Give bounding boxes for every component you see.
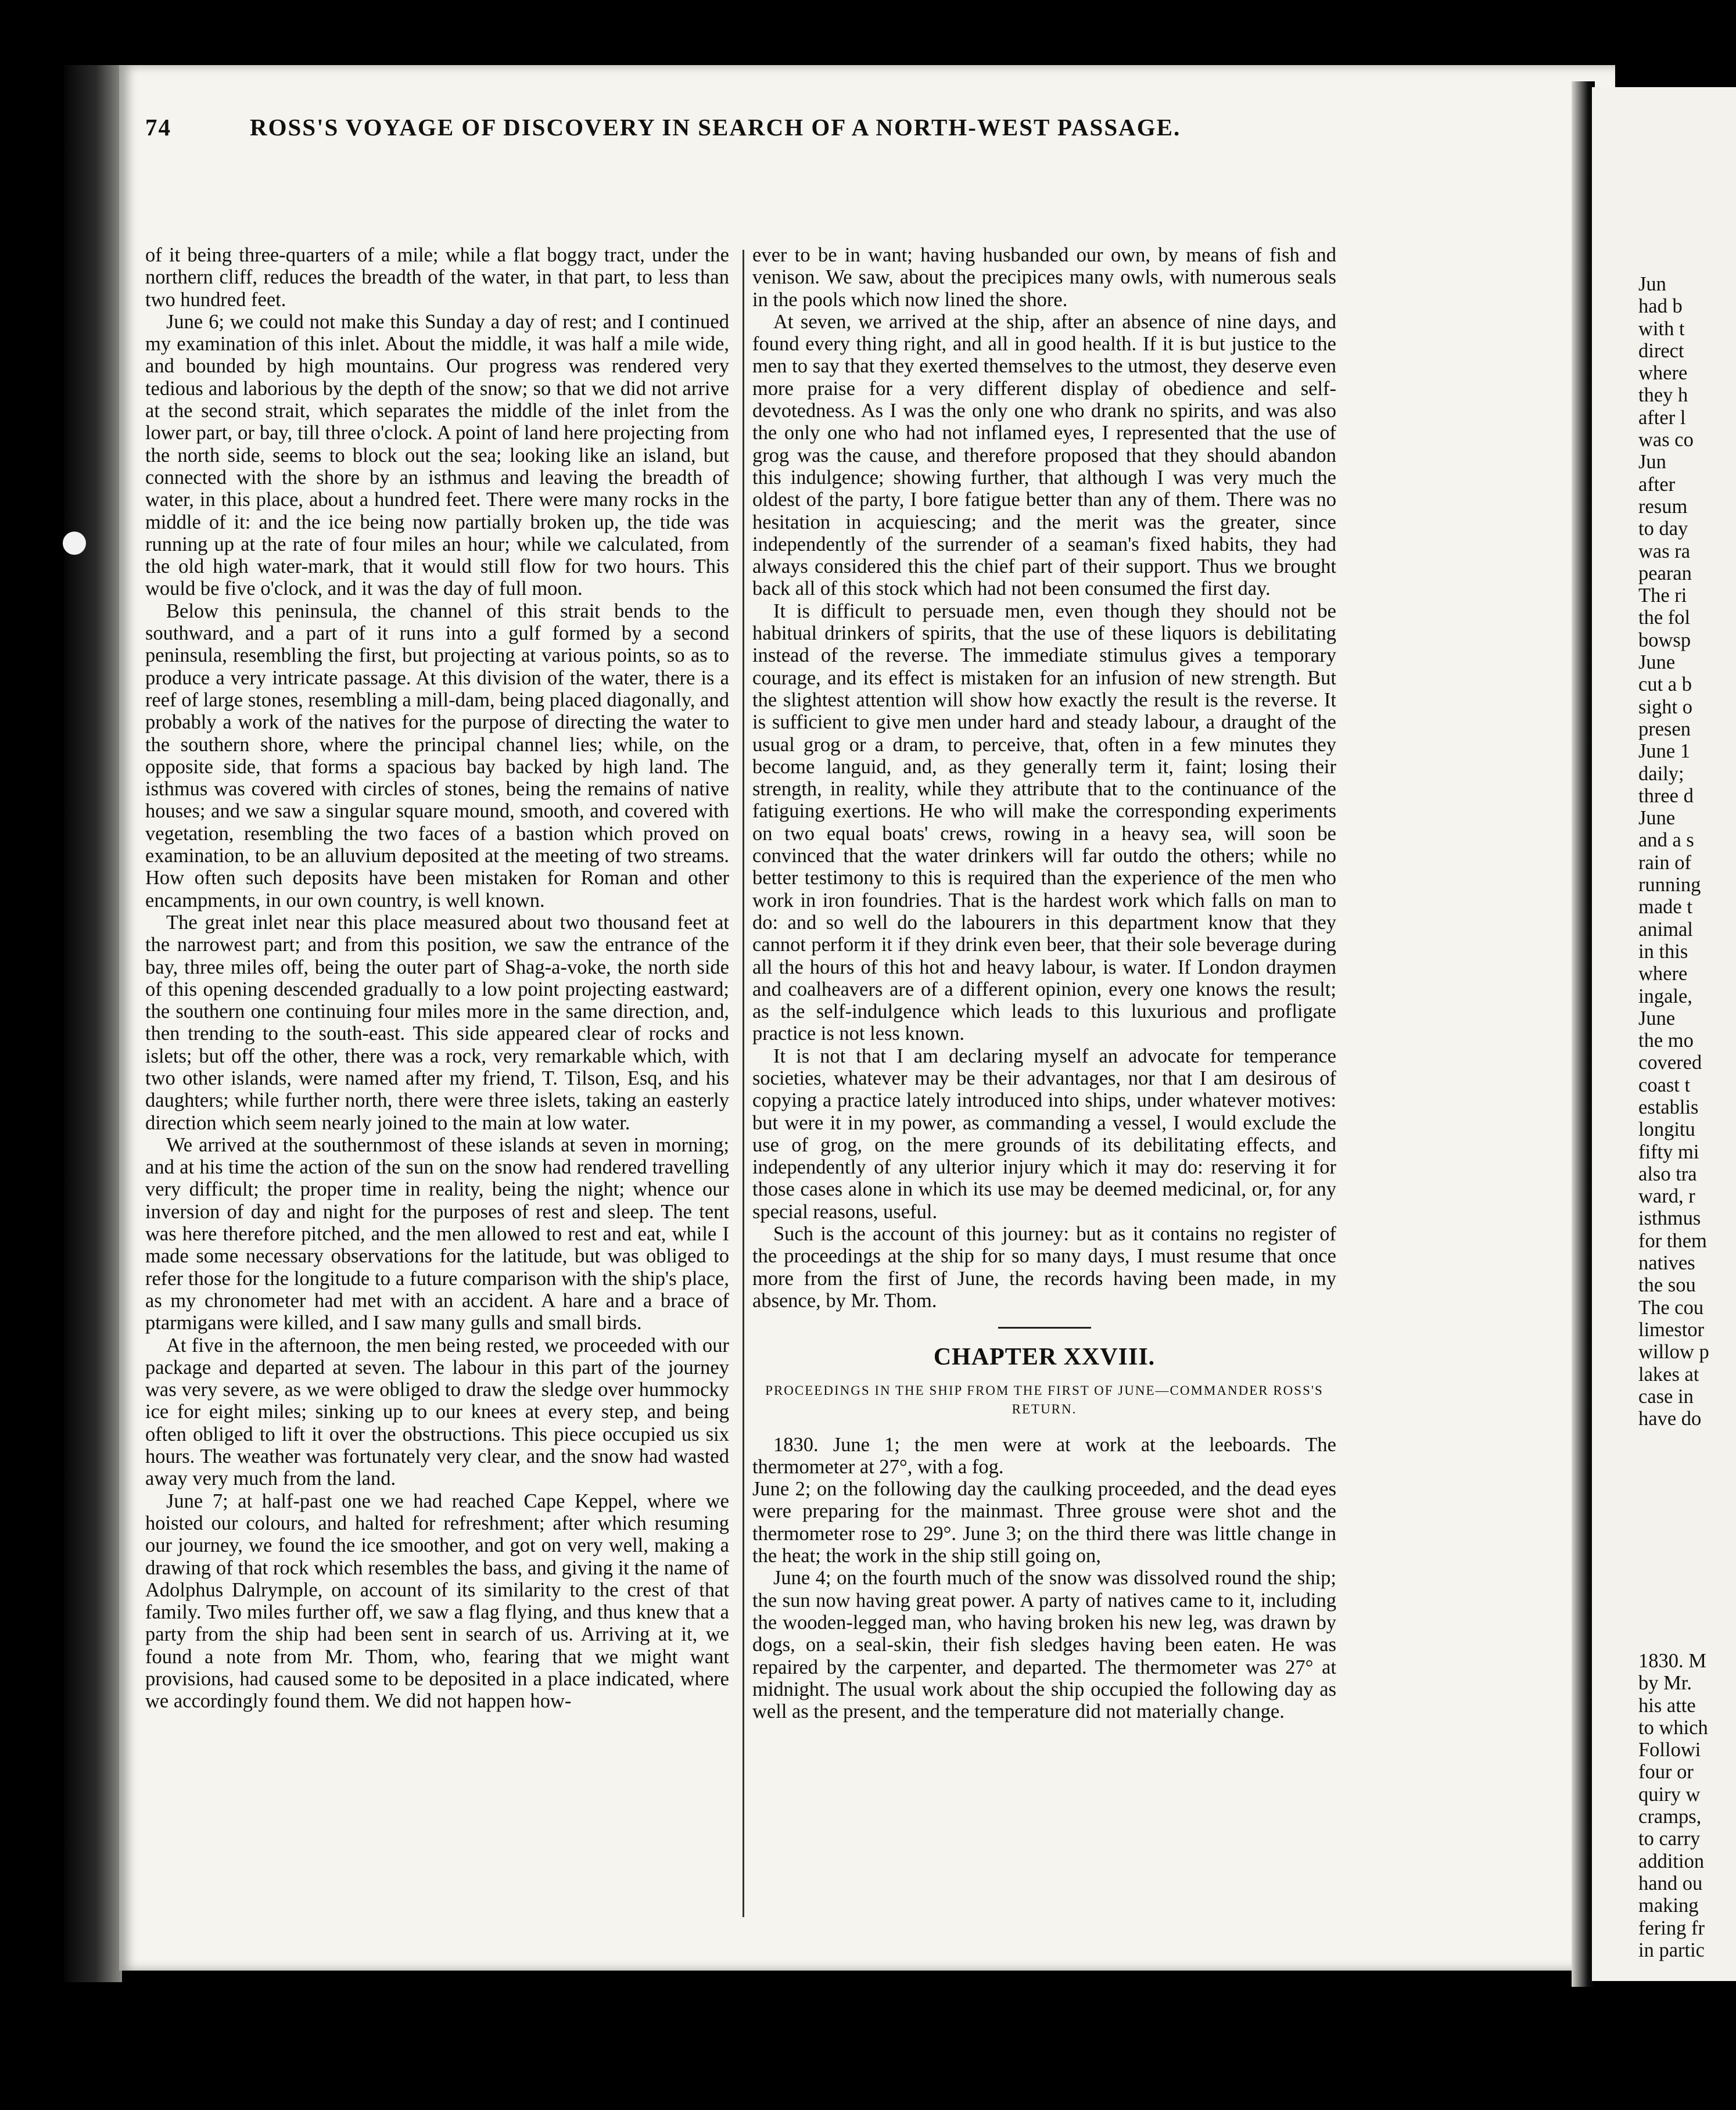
next-page-line: in this [1638,940,1688,963]
paragraph: Below this peninsula, the channel of this strait bends to the southward, and a part of it runs into a gulf formed by a second peninsula, resembling the first, but projecting at various points, so as to produce a very intricate passage. At this division of the water, there is a reef of large stones, resembling a mill-dam, being placed diagonally, and probably a work of the natives for the purpose of directing the water to the southern shore, where the principal channel lies; while, on the opposite side, that forms a spacious bay backed by high land. The isthmus was covered with circles of stones, being the remains of native houses; and we saw a singular square mound, smooth, and covered with vegetation, resembling the two faces of a bastion which proved on examination, to be an alluvium deposited at the meeting of two streams. How often such deposits have been mistaken for Roman and other encampments, in our own country, is well known. [145,600,729,912]
book-gutter [1572,81,1595,1987]
next-page-line: in partic [1638,1939,1705,1961]
next-page-line: the fol [1638,607,1691,629]
paragraph: 1830. June 1; the men were at work at the leeboards. The thermometer at 27°, with a fog. [752,1433,1336,1478]
next-page-line: by Mr. [1638,1672,1692,1695]
next-page-line: have do [1638,1408,1702,1430]
next-page-line: and a s [1638,829,1694,852]
next-page-line: fering fr [1638,1917,1705,1939]
next-page-line: addition [1638,1850,1705,1872]
next-page-line: running [1638,874,1701,896]
chapter-title: CHAPTER XXVIII. [933,1344,1156,1371]
paragraph: Such is the account of this journey: but as it contains no register of the proceedings at the ship for so many days, I must resume that once more from the first of June, the records having been made, in my absence, by Mr. Thom. [752,1223,1336,1312]
scan-speck [63,532,86,555]
next-page-line: three d [1638,784,1694,807]
paragraph: ever to be in want; having husbanded our own, by means of fish and venison. We saw, about the precipices many owls, with numerous seals in the pools which now lined the shore. [752,244,1336,311]
next-page-line: they h [1638,384,1688,407]
chapter-rule [998,1327,1091,1329]
next-page-line: June [1638,651,1676,674]
page-number: 74 [145,114,171,141]
next-page-line: with t [1638,317,1685,340]
next-page-line: to which [1638,1716,1708,1739]
paragraph: June 7; at half-past one we had reached Cape Keppel, where we hoisted our colours, and halted for refreshment; after which resuming our journey, we found the ice smoother, and got on very well, making a drawing of that rock which resembles the bass, and giving it the name of Adolphus Dalrymple, on account of its similarity to the crest of that family. Two miles further off, we saw a flag flying, and thus knew that a party from the ship had been sent in search of us. Arriving at it, we found a note from Mr. Thom, who, fearing that we might want provisions, had caused some to be deposited in a place indicated, where we accordingly found them. We did not happen how- [145,1490,729,1713]
next-page-line: bowsp [1638,629,1691,651]
next-page-line: Followi [1638,1739,1701,1761]
right-column [752,244,1336,1917]
next-page-line: June [1638,1007,1676,1029]
next-page-line: June 1 [1638,740,1691,763]
paragraph: At five in the afternoon, the men being rested, we proceeded with our package and departed at seven. The labour in this part of the journey was very severe, as we were obliged to draw the sledge over hummocky ice for eight miles; sinking up to our knees at every step, and being often obliged to lift it over the obstructions. This piece occupied us six hours. The weather was fortunately very clear, and the snow had wasted away very much from the land. [145,1334,729,1490]
chapter-summary: PROCEEDINGS IN THE SHIP FROM THE FIRST OF JUNE—COMMANDER ROSS'S RETURN. [765,1383,1323,1416]
next-page-line: lakes at [1638,1363,1699,1386]
next-page-line: sight o [1638,695,1692,718]
next-page-line: after [1638,473,1676,496]
next-page-line: rain of [1638,851,1692,874]
next-page-line: Jun [1638,273,1666,295]
column-divider [743,250,744,1917]
next-page-line: ward, r [1638,1185,1695,1208]
next-page-line: his atte [1638,1694,1696,1717]
next-page-line: willow p [1638,1341,1709,1363]
page-header [145,113,1360,148]
next-page-edge [1592,87,1736,1981]
next-page-line: covered [1638,1052,1702,1074]
next-page-line: longitu [1638,1118,1695,1141]
next-page-line: ingale, [1638,985,1692,1007]
next-page-line: to day [1638,518,1688,540]
next-page-line: presen [1638,717,1691,740]
paragraph: It is difficult to persuade men, even though they should not be habitual drinkers of spirits, that the use of these liquors is debilitating instead of the reverse. The immediate stimulus gives a temporary courage, and its effect is mistaken for an infusion of new strength. But the slightest attention will show how exactly the result is the reverse. It is sufficient to give men under hard and steady labour, a draught of the usual grog or a dram, to perceive, that, often in a few minutes they become languid, and, as they generally term it, faint; losing their strength, in reality, while they attribute that to the continuance of the fatiguing exertions. He who will make the corresponding experiments on two equal boats' crews, rowing in a heavy sea, will soon be convinced that the water drinkers will far outdo the others; while no better testimony to this is required than the experience of the men who work in iron foundries. That is the hardest work which falls on man to do: and so well do the labourers in this department know that they cannot perform it if they drink even beer, that their sole beverage during all the hours of this hot and heavy labour, is water. If London draymen and coalheavers are of a different opinion, every one knows the result; as the self-indulgence which leads to this luxurious and profligate practice is not less known. [752,600,1336,1045]
next-page-line: June [1638,807,1676,830]
paragraph: June 4; on the fourth much of the snow was dissolved round the ship; the sun now having great power. A party of natives came to it, including the wooden-legged man, who having broken his new leg, was drawn by dogs, on a seal-skin, their fish sledges having been eaten. He was repaired by the carpenter, and departed. The thermometer was 27° at midnight. The usual work about the ship occupied the following day as well as the present, and the temperature did not materially change. [752,1567,1336,1723]
next-page-line: quiry w [1638,1783,1701,1806]
next-page-line: isthmus [1638,1207,1701,1230]
next-page-line: was co [1638,429,1694,451]
next-page-line: also tra [1638,1162,1697,1185]
next-page-line: pearan [1638,562,1692,584]
next-page-line: after l [1638,406,1686,429]
next-page-line: the mo [1638,1029,1694,1052]
next-page-line: The cou [1638,1296,1704,1319]
next-page-line: had b [1638,295,1683,318]
next-page-line: cramps, [1638,1806,1702,1828]
next-page-line: hand ou [1638,1872,1703,1894]
next-page-fragment-1 [1638,273,1730,1430]
next-page-line: fifty mi [1638,1140,1699,1163]
next-page-line: animal [1638,918,1693,941]
next-page-line: case in [1638,1385,1694,1408]
paragraph: June 2; on the following day the caulking proceeded, and the dead eyes were preparing for the mainmast. Three grouse were shot and the thermometer rose to 29°. June 3; on the third there was little change in the heat; the work in the ship still going on, [752,1478,1336,1567]
paragraph: At seven, we arrived at the ship, after an absence of nine days, and found every thing right, and all in good health. If it is but justice to the men to say that they exerted themselves to the utmost, they deserve even more praise for a very different display of obedience and self-devotedness. As I was the only one who drank no spirits, and was also the only one who had not inflamed eyes, I represented that the use of grog was the cause, and therefore proposed that they should abandon this indulgence; showing further, that although I was very much the oldest of the party, I bore fatigue better than any of them. There was no hesitation in acquiescing; and the merit was the greater, since independently of the surrender of a seaman's fixed habits, they had always considered this the chief part of their support. Thus we brought back all of this stock which had not been consumed the first day. [752,310,1336,600]
next-page-line: cut a b [1638,673,1692,696]
paragraph: We arrived at the southernmost of these islands at seven in morning; and at his time the action of the sun on the snow had rendered travelling very difficult; the proper time in reality, being the night; whence our inversion of day and night for the purposes of rest and sleep. The tent was here therefore pitched, and the men allowed to rest and eat, while I made some necessary observations for the latitude, but was obliged to refer those for the longitude to a future comparison with the ship's place, as my chronometer had met with an accident. A hare and a brace of ptarmigans were killed, and I saw many gulls and small birds. [145,1133,729,1334]
paragraph: June 6; we could not make this Sunday a day of rest; and I continued my examination of this inlet. About the middle, it was half a mile wide, and bounded by high mountains. Our progress was rendered very tedious and laborious by the depth of the snow; so that we did not arrive at the second strait, which separates the middle of the inlet from the lower part, or bay, till three o'clock. A point of land here projecting from the north side, seems to block out the sea; looking like an island, but connected with the shore by an isthmus and leaving the breadth of water, in this place, about a hundred feet. There were many rocks in the middle of it: and the ice being now partially broken up, the tide was running up at the rate of four miles an hour; while we calculated, from the old high water-mark, that it would still flow for two hours. This would be five o'clock, and it was the day of full moon. [145,310,729,600]
next-page-line: where [1638,362,1688,385]
paragraph: of it being three-quarters of a mile; while a flat boggy tract, under the northern cliff, reduces the breadth of the water, in that part, to less than two hundred feet. [145,244,729,311]
next-page-line: 1830. M [1638,1650,1706,1672]
next-page-line: limestor [1638,1318,1705,1341]
next-page-fragment-2 [1638,1650,1730,1961]
running-title: ROSS'S VOYAGE OF DISCOVERY IN SEARCH OF A NORTH-WEST PASSAGE. [250,114,1181,141]
next-page-line: daily; [1638,762,1684,785]
next-page-line: for them [1638,1229,1707,1252]
next-page-line: four or [1638,1761,1694,1784]
next-page-line: was ra [1638,540,1691,562]
next-page-line: the sou [1638,1274,1696,1297]
next-page-line: coast t [1638,1074,1691,1096]
book-spine-shadow [64,65,122,1982]
next-page-line: where [1638,963,1688,985]
next-page-line: making [1638,1894,1699,1917]
next-page-line: to carry [1638,1828,1701,1850]
next-page-line: made t [1638,896,1692,918]
next-page-line: Jun [1638,451,1666,473]
next-page-line: establis [1638,1096,1699,1118]
paragraph: It is not that I am declaring myself an advocate for temperance societies, whatever may be their advantages, nor that I am desirous of copying a practice lately introduced into ships, under whatever motives: but were it in my power, as commanding a vessel, I would exclude the use of grog, on the mere grounds of its debilitating effects, and independently of any ulterior injury which it may do: reserving it for those cases alone in which its use may be deemed medicinal, or, for any special reasons, useful. [752,1045,1336,1223]
next-page-line: resum [1638,495,1688,518]
left-column [145,244,729,1917]
next-page-line: natives [1638,1252,1695,1275]
paragraph: The great inlet near this place measured about two thousand feet at the narrowest part; and from this position, we saw the entrance of the bay, three miles off, being the outer part of Shag-a-voke, the north side of this opening descended gradually to a low point projecting eastward; the southern one continuing four miles more in the same direction, and, then trending to the south-east. This side appeared clear of rocks and islets; but off the other, there was a rock, very remarkable which, with two other islands, were named after my friend, T. Tilson, Esq, and his daughters; while further north, there were three islets, taking an easterly direction which seem nearly joined to the main at low water. [145,911,729,1134]
next-page-line: The ri [1638,584,1687,607]
next-page-line: direct [1638,339,1684,362]
